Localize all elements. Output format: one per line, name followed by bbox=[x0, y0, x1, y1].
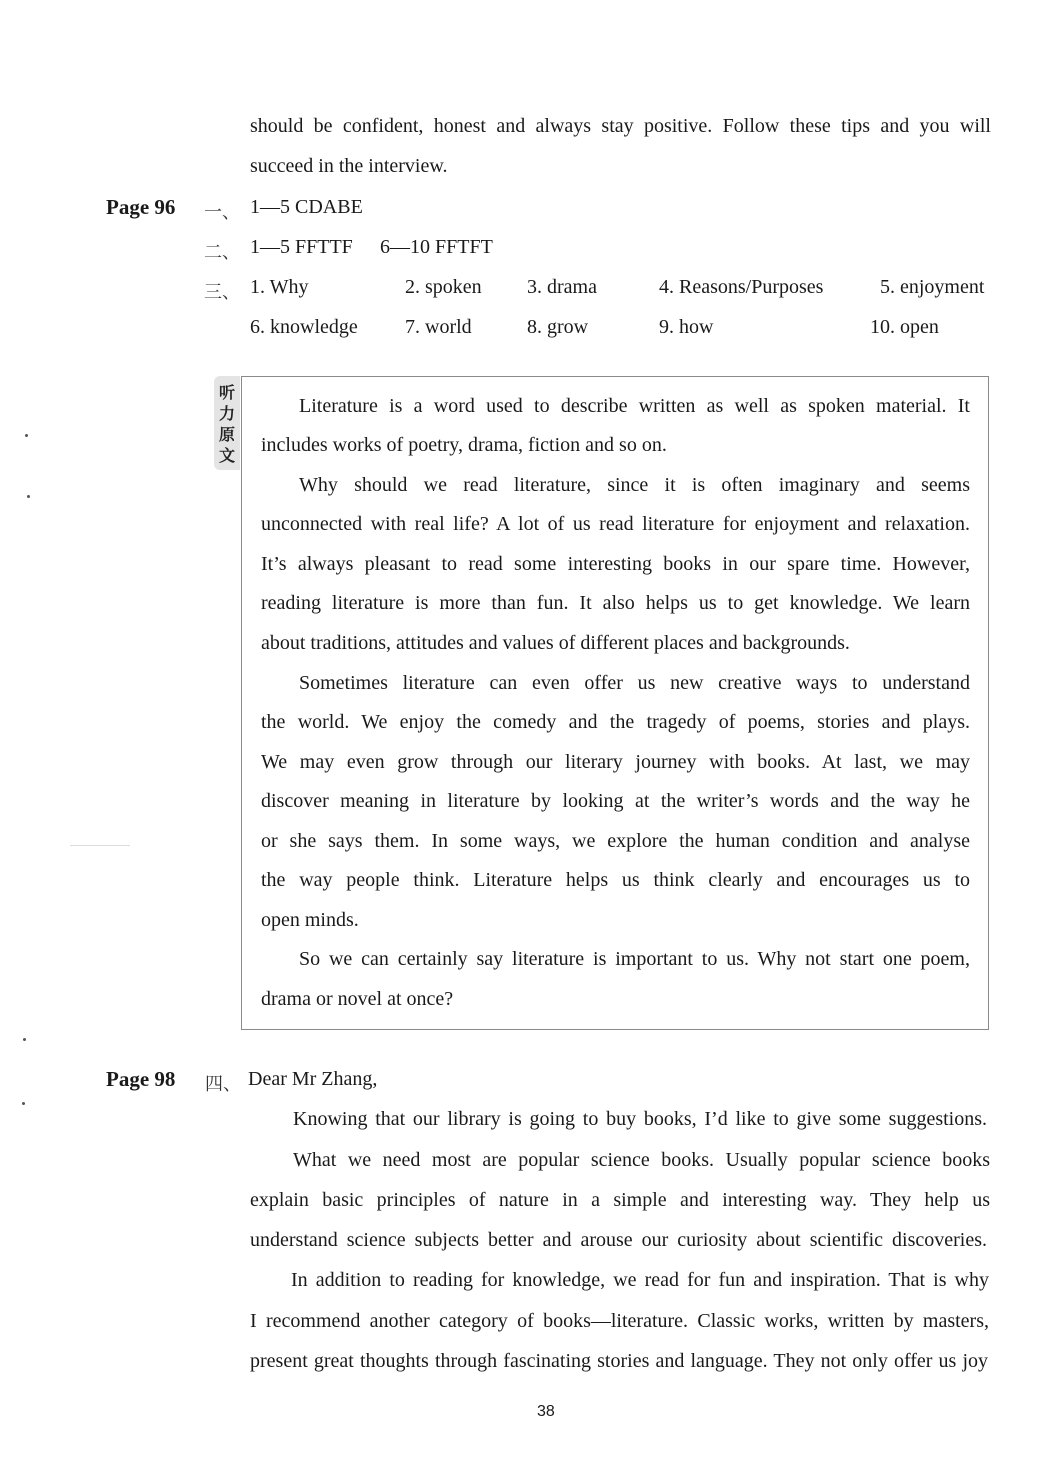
section-1-marker: 一、 bbox=[204, 202, 240, 223]
transcript-line: drama or novel at once? bbox=[261, 988, 454, 1010]
scan-speck bbox=[22, 1102, 25, 1105]
transcript-line: Sometimes literature can even offer us new creative ways to understand bbox=[299, 672, 970, 694]
section-2-answers-a: 1—5 FFTTF bbox=[250, 236, 353, 258]
page-96-label: Page 96 bbox=[106, 195, 176, 219]
scan-speck bbox=[27, 495, 30, 498]
transcript-line: the world. We enjoy the comedy and the tragedy of poems, stories and plays. bbox=[261, 711, 970, 733]
transcript-tab-char: 力 bbox=[218, 404, 235, 423]
transcript-tab-char: 文 bbox=[218, 446, 235, 465]
transcript-line: reading literature is more than fun. It also helps us to get knowledge. We learn bbox=[261, 592, 970, 614]
letter-line: I recommend another category of books—literature. Classic works, written by masters, bbox=[250, 1310, 989, 1332]
scan-speck bbox=[25, 434, 28, 437]
section-2-marker: 二、 bbox=[204, 242, 240, 263]
answer-item: 1. Why bbox=[250, 276, 309, 298]
transcript-line: Literature is a word used to describe written as well as spoken material. It bbox=[299, 395, 970, 417]
answer-item: 6. knowledge bbox=[250, 316, 358, 338]
answer-item: 9. how bbox=[659, 316, 714, 338]
answer-item: 4. Reasons/Purposes bbox=[659, 276, 824, 298]
transcript-line: So we can certainly say literature is important to us. Why not start one poem, bbox=[299, 948, 970, 970]
answer-item: 10. open bbox=[870, 316, 939, 338]
transcript-line: Why should we read literature, since it is often imaginary and seems bbox=[299, 474, 970, 496]
transcript-line: includes works of poetry, drama, fiction and so on. bbox=[261, 434, 667, 456]
transcript-line: We may even grow through our literary journey with books. At last, we may bbox=[261, 751, 970, 773]
scan-line bbox=[70, 845, 130, 846]
top-paragraph-line-1: should be confident, honest and always stay positive. Follow these tips and you will bbox=[250, 115, 991, 137]
answer-item: 7. world bbox=[405, 316, 472, 338]
answer-item: 2. spoken bbox=[405, 276, 482, 298]
answer-item: 8. grow bbox=[527, 316, 589, 338]
section-2-answers-b: 6—10 FFTFT bbox=[380, 236, 493, 258]
section-4-marker: 四、 bbox=[205, 1074, 241, 1095]
transcript-tab bbox=[214, 376, 240, 470]
letter-line: understand science subjects better and arouse our curiosity about scientific discoveries. bbox=[250, 1229, 987, 1251]
section-3-marker: 三、 bbox=[204, 282, 240, 303]
letter-salutation: Dear Mr Zhang, bbox=[248, 1068, 378, 1090]
section-1-answers: 1—5 CDABE bbox=[250, 196, 363, 218]
transcript-line: discover meaning in literature by looking at the writer’s words and the way he bbox=[261, 790, 970, 812]
transcript-tab-char: 原 bbox=[218, 425, 235, 444]
transcript-line: unconnected with real life? A lot of us read literature for enjoyment and relaxation. bbox=[261, 513, 970, 535]
transcript-line: about traditions, attitudes and values of different places and backgrounds. bbox=[261, 632, 850, 654]
letter-line: explain basic principles of nature in a simple and interesting way. They help us bbox=[250, 1189, 990, 1211]
transcript-line: the way people think. Literature helps us think clearly and encourages us to bbox=[261, 869, 970, 891]
letter-line: What we need most are popular science books. Usually popular science books bbox=[293, 1149, 990, 1171]
answer-item: 3. drama bbox=[527, 276, 597, 298]
page-98-label: Page 98 bbox=[106, 1067, 176, 1091]
transcript-line: or she says them. In some ways, we explore the human condition and analyse bbox=[261, 830, 970, 852]
letter-line: Knowing that our library is going to buy books, I’d like to give some suggestions. bbox=[293, 1108, 987, 1130]
letter-line: present great thoughts through fascinating stories and language. They not only offer us joy bbox=[250, 1350, 988, 1372]
answer-item: 5. enjoyment bbox=[880, 276, 985, 298]
top-paragraph-line-2: succeed in the interview. bbox=[250, 155, 448, 177]
letter-line: In addition to reading for knowledge, we read for fun and inspiration. That is why bbox=[291, 1269, 989, 1291]
scan-speck bbox=[23, 1038, 26, 1041]
page-number: 38 bbox=[537, 1403, 555, 1420]
transcript-tab-char: 听 bbox=[218, 383, 235, 402]
transcript-line: It’s always pleasant to read some interesting books in our spare time. However, bbox=[261, 553, 970, 575]
transcript-line: open minds. bbox=[261, 909, 359, 931]
